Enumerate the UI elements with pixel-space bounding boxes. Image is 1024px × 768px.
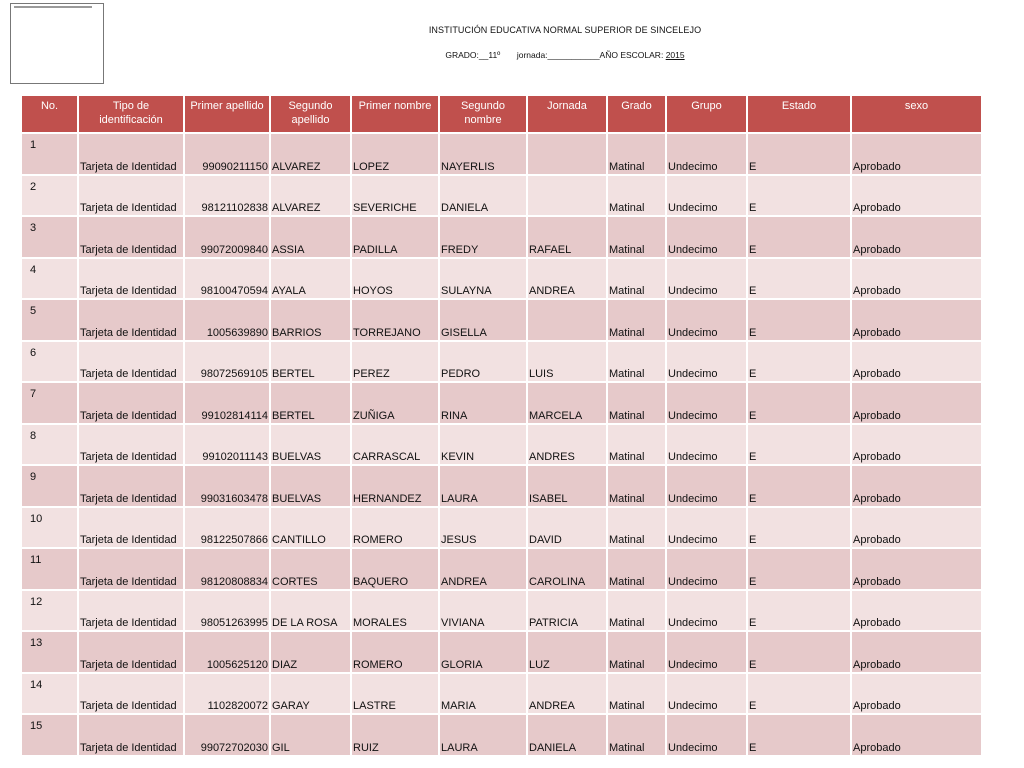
- cell-no: 1: [22, 134, 77, 174]
- cell-primer-nombre: KEVIN: [440, 425, 526, 465]
- cell-estado: Aprobado: [852, 383, 981, 423]
- cell-primer-nombre: DANIELA: [440, 176, 526, 216]
- table-row: [22, 591, 981, 631]
- cell-segundo-nombre: LUIS: [528, 342, 606, 382]
- cell-documento: 1005625120: [185, 632, 269, 672]
- cell-grupo: E: [748, 300, 850, 340]
- cell-estado: Aprobado: [852, 674, 981, 714]
- cell-segundo-apellido: LASTRE: [352, 674, 438, 714]
- cell-jornada: Matinal: [608, 342, 665, 382]
- cell-no: 2: [22, 176, 77, 216]
- cell-tipo-identificacion: Tarjeta de Identidad: [79, 300, 183, 340]
- cell-no: 11: [22, 549, 77, 589]
- cell-tipo-identificacion: Tarjeta de Identidad: [79, 632, 183, 672]
- cell-primer-nombre: RINA: [440, 383, 526, 423]
- table-row: [22, 425, 981, 465]
- header-sexo: sexo: [852, 96, 981, 132]
- cell-jornada: Matinal: [608, 508, 665, 548]
- cell-primer-apellido: ASSIA: [271, 217, 350, 257]
- cell-primer-apellido: BERTEL: [271, 342, 350, 382]
- cell-jornada: Matinal: [608, 176, 665, 216]
- header-tipo-identificacion: Tipo de identificación: [79, 96, 183, 132]
- cell-grupo: E: [748, 134, 850, 174]
- logo-placeholder: [10, 3, 104, 84]
- cell-segundo-apellido: ROMERO: [352, 508, 438, 548]
- cell-no: 12: [22, 591, 77, 631]
- cell-grado: Undecimo: [667, 632, 746, 672]
- cell-estado: Aprobado: [852, 466, 981, 506]
- table-row: [22, 217, 981, 257]
- cell-jornada: Matinal: [608, 134, 665, 174]
- cell-grupo: E: [748, 425, 850, 465]
- cell-estado: Aprobado: [852, 217, 981, 257]
- cell-grado: Undecimo: [667, 383, 746, 423]
- cell-segundo-nombre: LUZ: [528, 632, 606, 672]
- header-segundo-apellido: Segundo apellido: [271, 96, 350, 132]
- cell-grado: Undecimo: [667, 134, 746, 174]
- cell-estado: Aprobado: [852, 134, 981, 174]
- cell-grado: Undecimo: [667, 549, 746, 589]
- header-grado: Grado: [608, 96, 665, 132]
- table-row: [22, 383, 981, 423]
- cell-primer-nombre: SULAYNA: [440, 259, 526, 299]
- table-row: [22, 300, 981, 340]
- cell-primer-nombre: LAURA: [440, 715, 526, 755]
- cell-estado: Aprobado: [852, 300, 981, 340]
- students-table: [20, 94, 983, 757]
- cell-grupo: E: [748, 674, 850, 714]
- cell-grupo: E: [748, 217, 850, 257]
- cell-documento: 99102814114: [185, 383, 269, 423]
- cell-primer-apellido: AYALA: [271, 259, 350, 299]
- cell-segundo-apellido: CARRASCAL: [352, 425, 438, 465]
- table-row: [22, 176, 981, 216]
- cell-primer-apellido: BARRIOS: [271, 300, 350, 340]
- cell-primer-apellido: DE LA ROSA: [271, 591, 350, 631]
- cell-documento: 98072569105: [185, 342, 269, 382]
- cell-primer-apellido: ALVAREZ: [271, 134, 350, 174]
- cell-segundo-apellido: SEVERICHE: [352, 176, 438, 216]
- cell-primer-nombre: GISELLA: [440, 300, 526, 340]
- cell-jornada: Matinal: [608, 383, 665, 423]
- logo-caption-line: [14, 6, 92, 8]
- cell-documento: 98051263995: [185, 591, 269, 631]
- cell-grado: Undecimo: [667, 342, 746, 382]
- cell-segundo-nombre: [528, 176, 606, 216]
- cell-segundo-nombre: ANDREA: [528, 674, 606, 714]
- cell-jornada: Matinal: [608, 300, 665, 340]
- cell-no: 7: [22, 383, 77, 423]
- cell-documento: 98121102838: [185, 176, 269, 216]
- cell-documento: 99072702030: [185, 715, 269, 755]
- cell-no: 13: [22, 632, 77, 672]
- cell-primer-apellido: BERTEL: [271, 383, 350, 423]
- school-year: 2015: [665, 50, 685, 60]
- document-title: INSTITUCIÓN EDUCATIVA NORMAL SUPERIOR DE SINCELEJO: [428, 25, 702, 35]
- document-subtitle: [340, 50, 790, 60]
- cell-estado: Aprobado: [852, 259, 981, 299]
- cell-grupo: E: [748, 383, 850, 423]
- cell-no: 3: [22, 217, 77, 257]
- cell-primer-apellido: CORTES: [271, 549, 350, 589]
- cell-segundo-nombre: PATRICIA: [528, 591, 606, 631]
- cell-documento: 98122507866: [185, 508, 269, 548]
- cell-jornada: Matinal: [608, 425, 665, 465]
- header-jornada: Jornada: [528, 96, 606, 132]
- cell-grado: Undecimo: [667, 425, 746, 465]
- cell-primer-apellido: ALVAREZ: [271, 176, 350, 216]
- cell-no: 15: [22, 715, 77, 755]
- cell-documento: 98120808834: [185, 549, 269, 589]
- cell-documento: 99072009840: [185, 217, 269, 257]
- header-primer-apellido: Primer apellido: [185, 96, 269, 132]
- header-grupo: Grupo: [667, 96, 746, 132]
- table-row: [22, 715, 981, 755]
- table-row: [22, 632, 981, 672]
- cell-segundo-apellido: PEREZ: [352, 342, 438, 382]
- cell-grado: Undecimo: [667, 217, 746, 257]
- cell-documento: 99102011143: [185, 425, 269, 465]
- cell-documento: 99090211150: [185, 134, 269, 174]
- cell-grupo: E: [748, 632, 850, 672]
- cell-estado: Aprobado: [852, 632, 981, 672]
- cell-tipo-identificacion: Tarjeta de Identidad: [79, 466, 183, 506]
- cell-primer-nombre: PEDRO: [440, 342, 526, 382]
- cell-primer-nombre: VIVIANA: [440, 591, 526, 631]
- cell-grado: Undecimo: [667, 674, 746, 714]
- cell-segundo-nombre: ISABEL: [528, 466, 606, 506]
- table-row: [22, 342, 981, 382]
- cell-grupo: E: [748, 176, 850, 216]
- cell-grupo: E: [748, 466, 850, 506]
- cell-tipo-identificacion: Tarjeta de Identidad: [79, 217, 183, 257]
- table-header-row: [22, 96, 981, 132]
- cell-segundo-nombre: DAVID: [528, 508, 606, 548]
- cell-estado: Aprobado: [852, 715, 981, 755]
- cell-grupo: E: [748, 342, 850, 382]
- cell-documento: 1102820072: [185, 674, 269, 714]
- cell-documento: 1005639890: [185, 300, 269, 340]
- grado-label: GRADO:__11º: [445, 50, 501, 60]
- cell-segundo-apellido: BAQUERO: [352, 549, 438, 589]
- cell-jornada: Matinal: [608, 549, 665, 589]
- cell-segundo-nombre: MARCELA: [528, 383, 606, 423]
- header-segundo-nombre: Segundo nombre: [440, 96, 526, 132]
- cell-segundo-apellido: HERNANDEZ: [352, 466, 438, 506]
- cell-primer-apellido: BUELVAS: [271, 425, 350, 465]
- table-row: [22, 466, 981, 506]
- cell-grado: Undecimo: [667, 715, 746, 755]
- cell-documento: 99031603478: [185, 466, 269, 506]
- cell-no: 14: [22, 674, 77, 714]
- cell-grado: Undecimo: [667, 591, 746, 631]
- cell-no: 5: [22, 300, 77, 340]
- cell-segundo-nombre: [528, 134, 606, 174]
- cell-segundo-nombre: ANDREA: [528, 259, 606, 299]
- header-no: No.: [22, 96, 77, 132]
- cell-segundo-apellido: RUIZ: [352, 715, 438, 755]
- cell-estado: Aprobado: [852, 591, 981, 631]
- cell-jornada: Matinal: [608, 632, 665, 672]
- cell-no: 4: [22, 259, 77, 299]
- table-row: [22, 508, 981, 548]
- cell-estado: Aprobado: [852, 425, 981, 465]
- cell-jornada: Matinal: [608, 715, 665, 755]
- cell-tipo-identificacion: Tarjeta de Identidad: [79, 549, 183, 589]
- cell-estado: Aprobado: [852, 508, 981, 548]
- header-primer-nombre: Primer nombre: [352, 96, 438, 132]
- cell-segundo-nombre: ANDRES: [528, 425, 606, 465]
- cell-jornada: Matinal: [608, 591, 665, 631]
- cell-jornada: Matinal: [608, 674, 665, 714]
- cell-grupo: E: [748, 591, 850, 631]
- cell-primer-nombre: JESUS: [440, 508, 526, 548]
- cell-jornada: Matinal: [608, 217, 665, 257]
- cell-grupo: E: [748, 549, 850, 589]
- cell-segundo-apellido: LOPEZ: [352, 134, 438, 174]
- cell-primer-nombre: NAYERLIS: [440, 134, 526, 174]
- cell-estado: Aprobado: [852, 549, 981, 589]
- cell-segundo-apellido: TORREJANO: [352, 300, 438, 340]
- cell-tipo-identificacion: Tarjeta de Identidad: [79, 134, 183, 174]
- cell-primer-apellido: BUELVAS: [271, 466, 350, 506]
- table-row: [22, 259, 981, 299]
- cell-estado: Aprobado: [852, 342, 981, 382]
- cell-tipo-identificacion: Tarjeta de Identidad: [79, 591, 183, 631]
- cell-no: 9: [22, 466, 77, 506]
- cell-segundo-apellido: HOYOS: [352, 259, 438, 299]
- cell-segundo-nombre: RAFAEL: [528, 217, 606, 257]
- cell-segundo-apellido: PADILLA: [352, 217, 438, 257]
- cell-primer-nombre: ANDREA: [440, 549, 526, 589]
- cell-primer-nombre: MARIA: [440, 674, 526, 714]
- cell-segundo-apellido: ZUÑIGA: [352, 383, 438, 423]
- header-estado: Estado: [748, 96, 850, 132]
- cell-tipo-identificacion: Tarjeta de Identidad: [79, 508, 183, 548]
- cell-tipo-identificacion: Tarjeta de Identidad: [79, 383, 183, 423]
- cell-tipo-identificacion: Tarjeta de Identidad: [79, 342, 183, 382]
- cell-segundo-nombre: [528, 300, 606, 340]
- cell-grupo: E: [748, 508, 850, 548]
- cell-primer-nombre: LAURA: [440, 466, 526, 506]
- cell-primer-apellido: DIAZ: [271, 632, 350, 672]
- table-row: [22, 134, 981, 174]
- cell-tipo-identificacion: Tarjeta de Identidad: [79, 176, 183, 216]
- cell-grado: Undecimo: [667, 466, 746, 506]
- cell-jornada: Matinal: [608, 259, 665, 299]
- table-row: [22, 674, 981, 714]
- cell-segundo-nombre: DANIELA: [528, 715, 606, 755]
- cell-grado: Undecimo: [667, 259, 746, 299]
- cell-documento: 98100470594: [185, 259, 269, 299]
- cell-tipo-identificacion: Tarjeta de Identidad: [79, 425, 183, 465]
- cell-segundo-apellido: MORALES: [352, 591, 438, 631]
- cell-primer-nombre: FREDY: [440, 217, 526, 257]
- jornada-label: jornada:___________AÑO ESCOLAR:: [516, 50, 664, 60]
- table-body: [22, 134, 981, 755]
- cell-tipo-identificacion: Tarjeta de Identidad: [79, 674, 183, 714]
- cell-grupo: E: [748, 259, 850, 299]
- cell-no: 10: [22, 508, 77, 548]
- cell-primer-nombre: GLORIA: [440, 632, 526, 672]
- cell-no: 6: [22, 342, 77, 382]
- cell-grupo: E: [748, 715, 850, 755]
- cell-no: 8: [22, 425, 77, 465]
- cell-grado: Undecimo: [667, 508, 746, 548]
- cell-primer-apellido: GARAY: [271, 674, 350, 714]
- cell-jornada: Matinal: [608, 466, 665, 506]
- cell-primer-apellido: CANTILLO: [271, 508, 350, 548]
- cell-tipo-identificacion: Tarjeta de Identidad: [79, 715, 183, 755]
- cell-estado: Aprobado: [852, 176, 981, 216]
- cell-primer-apellido: GIL: [271, 715, 350, 755]
- cell-grado: Undecimo: [667, 300, 746, 340]
- table-row: [22, 549, 981, 589]
- cell-segundo-nombre: CAROLINA: [528, 549, 606, 589]
- cell-grado: Undecimo: [667, 176, 746, 216]
- cell-tipo-identificacion: Tarjeta de Identidad: [79, 259, 183, 299]
- cell-segundo-apellido: ROMERO: [352, 632, 438, 672]
